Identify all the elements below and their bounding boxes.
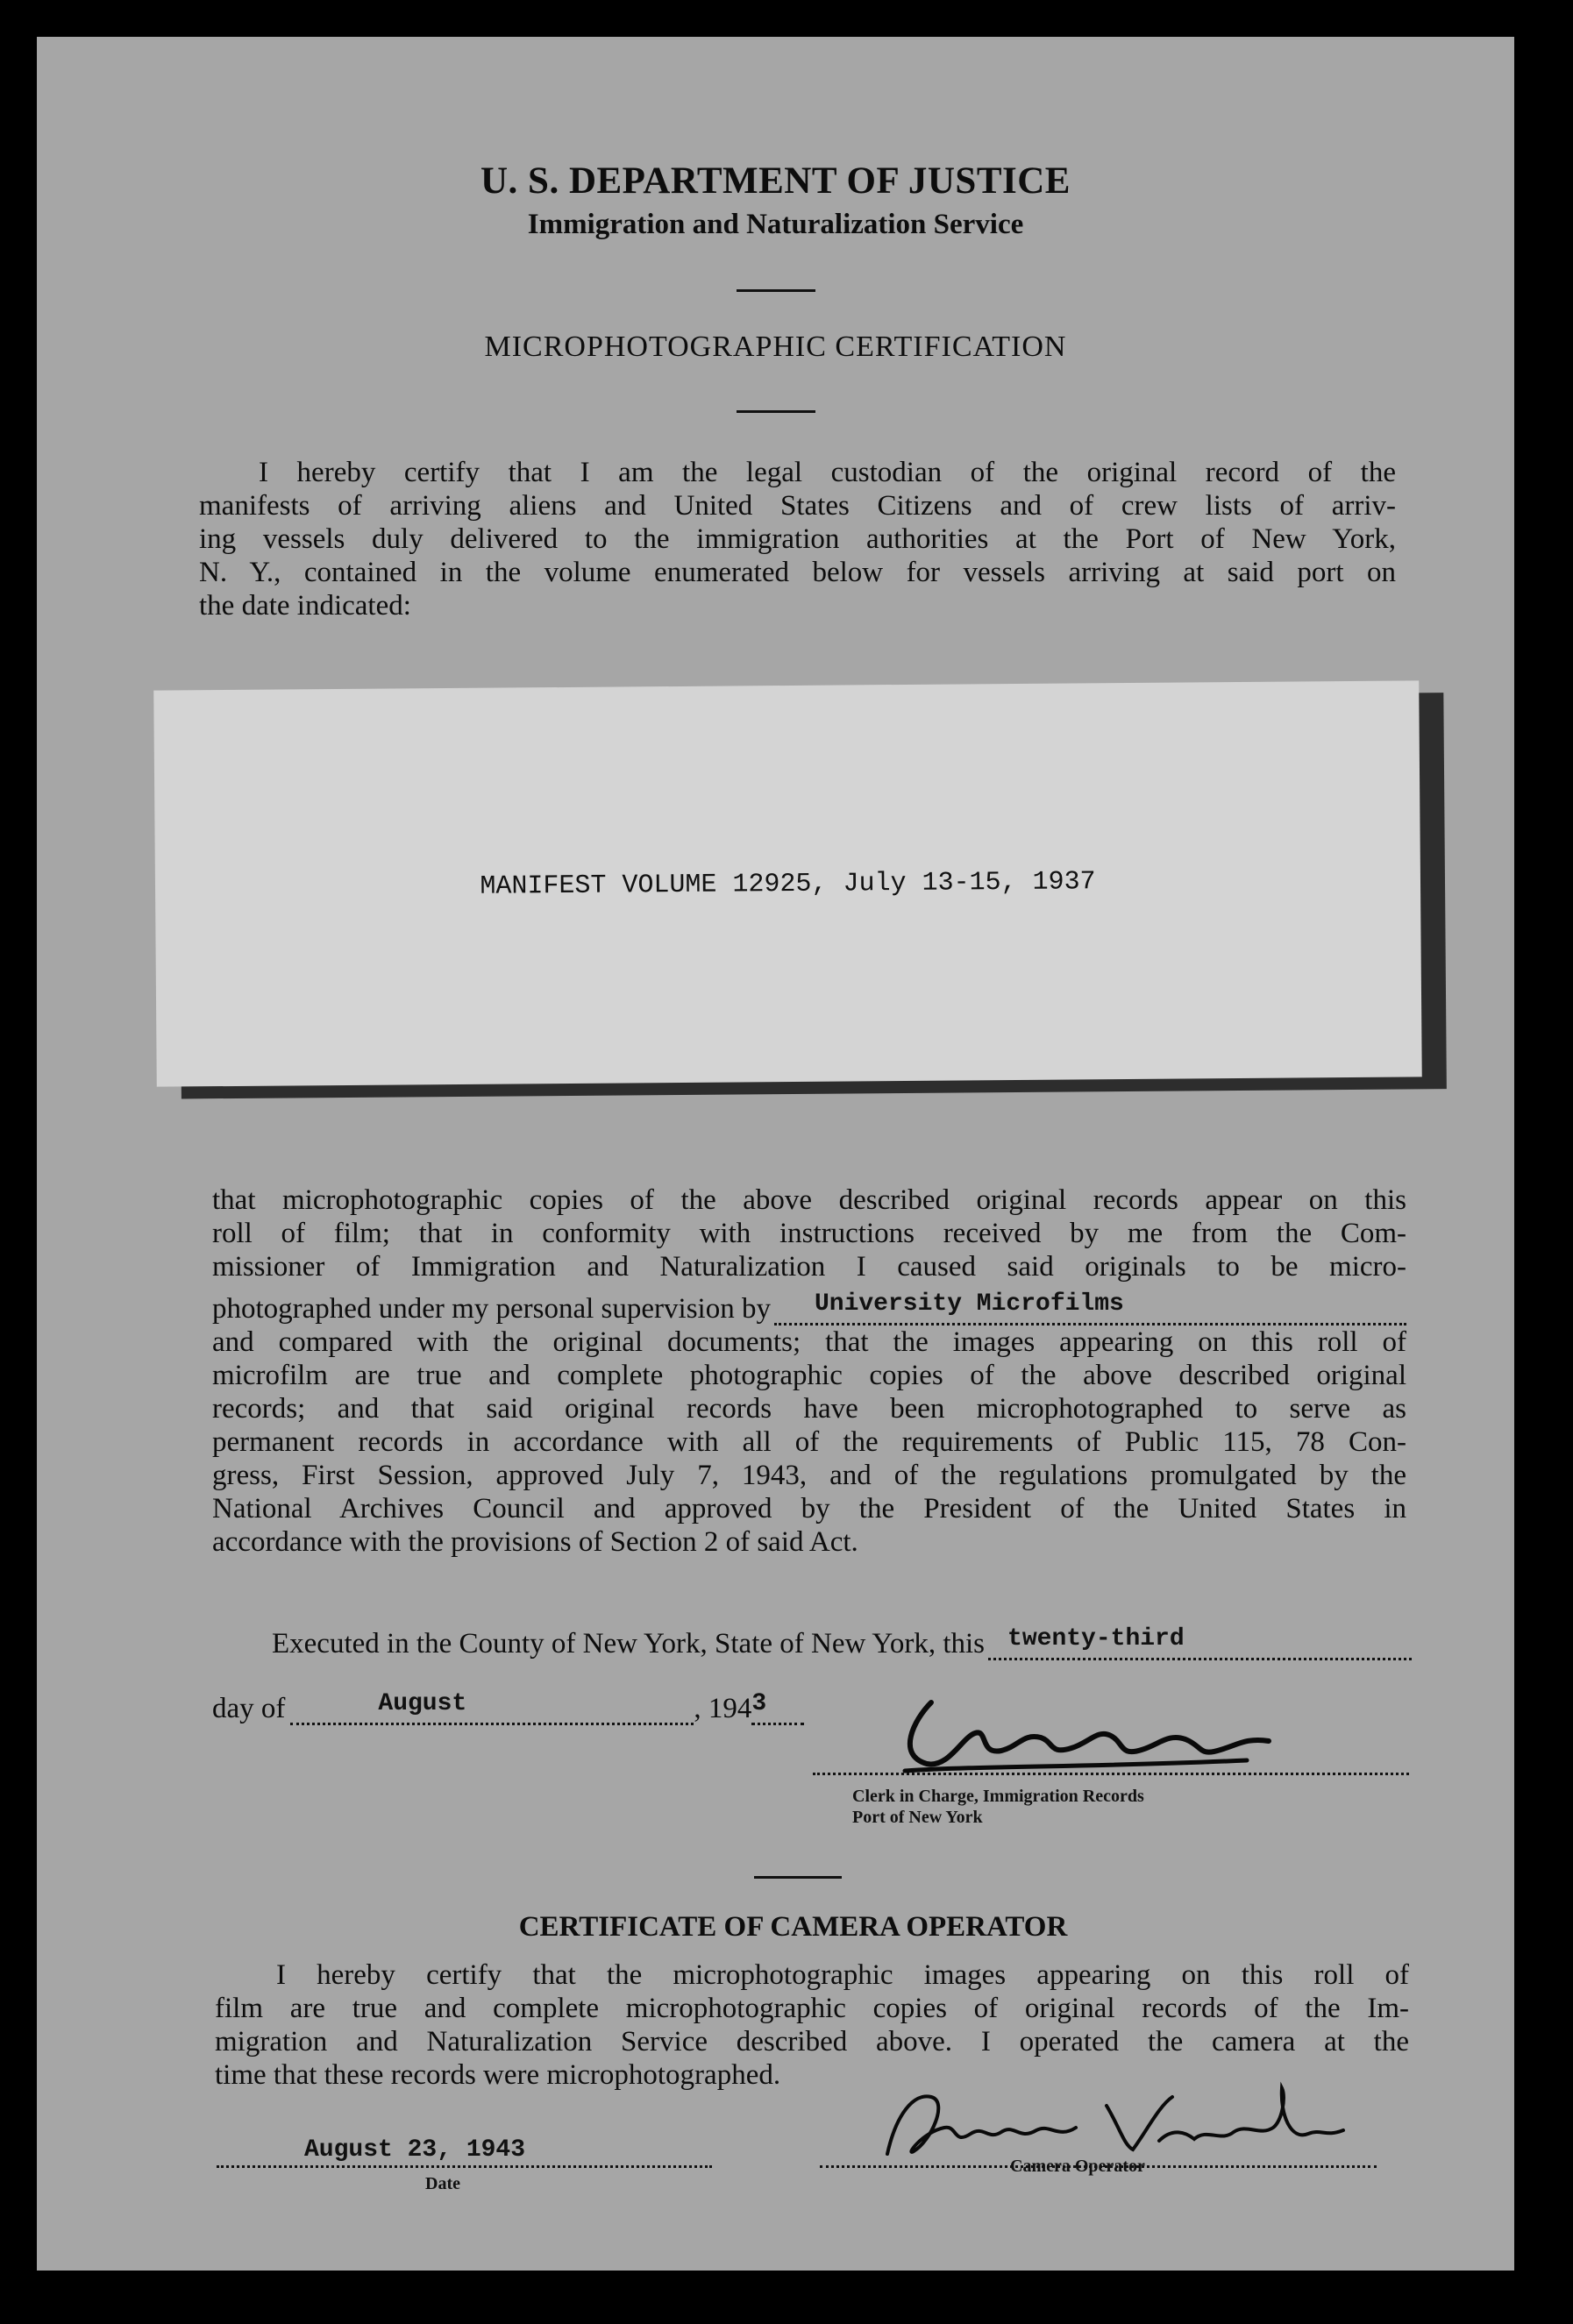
supervisor-label: photographed under my personal supervision by: [212, 1293, 771, 1325]
month-field: [290, 1690, 694, 1725]
body-line: roll of film; that in conformity with instructions received by me from the Com-: [212, 1218, 1406, 1249]
intro-line: ing vessels duly delivered to the immigration authorities at the Port of New York,: [199, 523, 1396, 555]
body-line: records; and that said original records have been microphotographed to serve as: [212, 1393, 1406, 1425]
camera-line: migration and Naturalization Service described above. I operated the camera at the: [215, 2026, 1409, 2057]
body-line: that microphotographic copies of the above described original records appear on this: [212, 1184, 1406, 1216]
date-field: [217, 2136, 712, 2168]
body-line: microfilm are true and complete photographic copies of the above described original: [212, 1360, 1406, 1391]
clerk-title: Clerk in Charge, Immigration Records: [852, 1787, 1144, 1806]
divider-top: [737, 289, 815, 292]
day-field: [988, 1625, 1412, 1660]
body-line: accordance with the provisions of Section 2 of said Act.: [212, 1526, 858, 1558]
body-line: gress, First Session, approved July 7, 1943, and of the regulations promulgated by the: [212, 1460, 1406, 1491]
body-line: missioner of Immigration and Naturalization I caused said originals to be micro-: [212, 1251, 1406, 1283]
year-label: , 194: [694, 1693, 752, 1724]
month-value: August: [378, 1690, 467, 1717]
intro-line: I hereby certify that I am the legal custodian of the original record of the: [259, 457, 1396, 488]
certificate-sheet: [37, 37, 1514, 2271]
body-line: permanent records in accordance with all of the requirements of Public 115, 78 Con-: [212, 1426, 1406, 1458]
camera-line: film are true and complete microphotographic copies of original records of the Im-: [215, 1993, 1409, 2024]
camera-line: time that these records were microphotographed.: [215, 2059, 781, 2091]
intro-paragraph: [199, 456, 1396, 622]
executed-label: Executed in the County of New York, State of New York, this: [272, 1628, 986, 1659]
supervisor-field: [774, 1290, 1406, 1325]
day-of-label: day of: [212, 1693, 286, 1724]
body-line: and compared with the original documents; that the images appearing on this roll of: [212, 1326, 1406, 1358]
camera-title: CERTIFICATE OF CAMERA OPERATOR: [518, 1911, 1068, 1943]
manifest-slip: [153, 680, 1422, 1086]
page-title: MICROPHOTOGRAPHIC CERTIFICATION: [484, 330, 1067, 363]
camera-paragraph: [215, 1958, 1409, 2092]
operator-signature: [870, 2079, 1361, 2167]
executed-line: [272, 1622, 1412, 1660]
date-value: August 23, 1943: [304, 2136, 526, 2164]
clerk-port: Port of New York: [852, 1808, 983, 1827]
service-heading: Immigration and Naturalization Service: [527, 209, 1024, 240]
supervisor-value: University Microfilms: [814, 1290, 1124, 1318]
camera-line: I hereby certify that the microphotographic images appearing on this roll of: [276, 1959, 1409, 1991]
body-paragraph: [212, 1183, 1406, 1559]
department-heading: U. S. DEPARTMENT OF JUSTICE: [480, 160, 1071, 202]
divider-camera: [754, 1876, 842, 1879]
day-of-line: [212, 1687, 879, 1725]
intro-line: the date indicated:: [199, 590, 411, 622]
supervisor-line: [212, 1283, 1406, 1325]
intro-line: N. Y., contained in the volume enumerated below for vessels arriving at said port on: [199, 557, 1396, 588]
divider-title: [737, 410, 815, 413]
year-field: [751, 1690, 804, 1725]
year-value: 3: [751, 1690, 767, 1717]
day-value: twenty-third: [1007, 1625, 1185, 1652]
operator-label: Camera Operator: [1010, 2157, 1145, 2176]
clerk-signature: [879, 1685, 1317, 1781]
manifest-volume-text: MANIFEST VOLUME 12925, July 13-15, 1937: [480, 867, 1096, 902]
intro-line: manifests of arriving aliens and United States Citizens and of crew lists of arriv-: [199, 490, 1396, 522]
body-line: National Archives Council and approved by the President of the United States in: [212, 1493, 1406, 1524]
date-label: Date: [425, 2174, 460, 2193]
